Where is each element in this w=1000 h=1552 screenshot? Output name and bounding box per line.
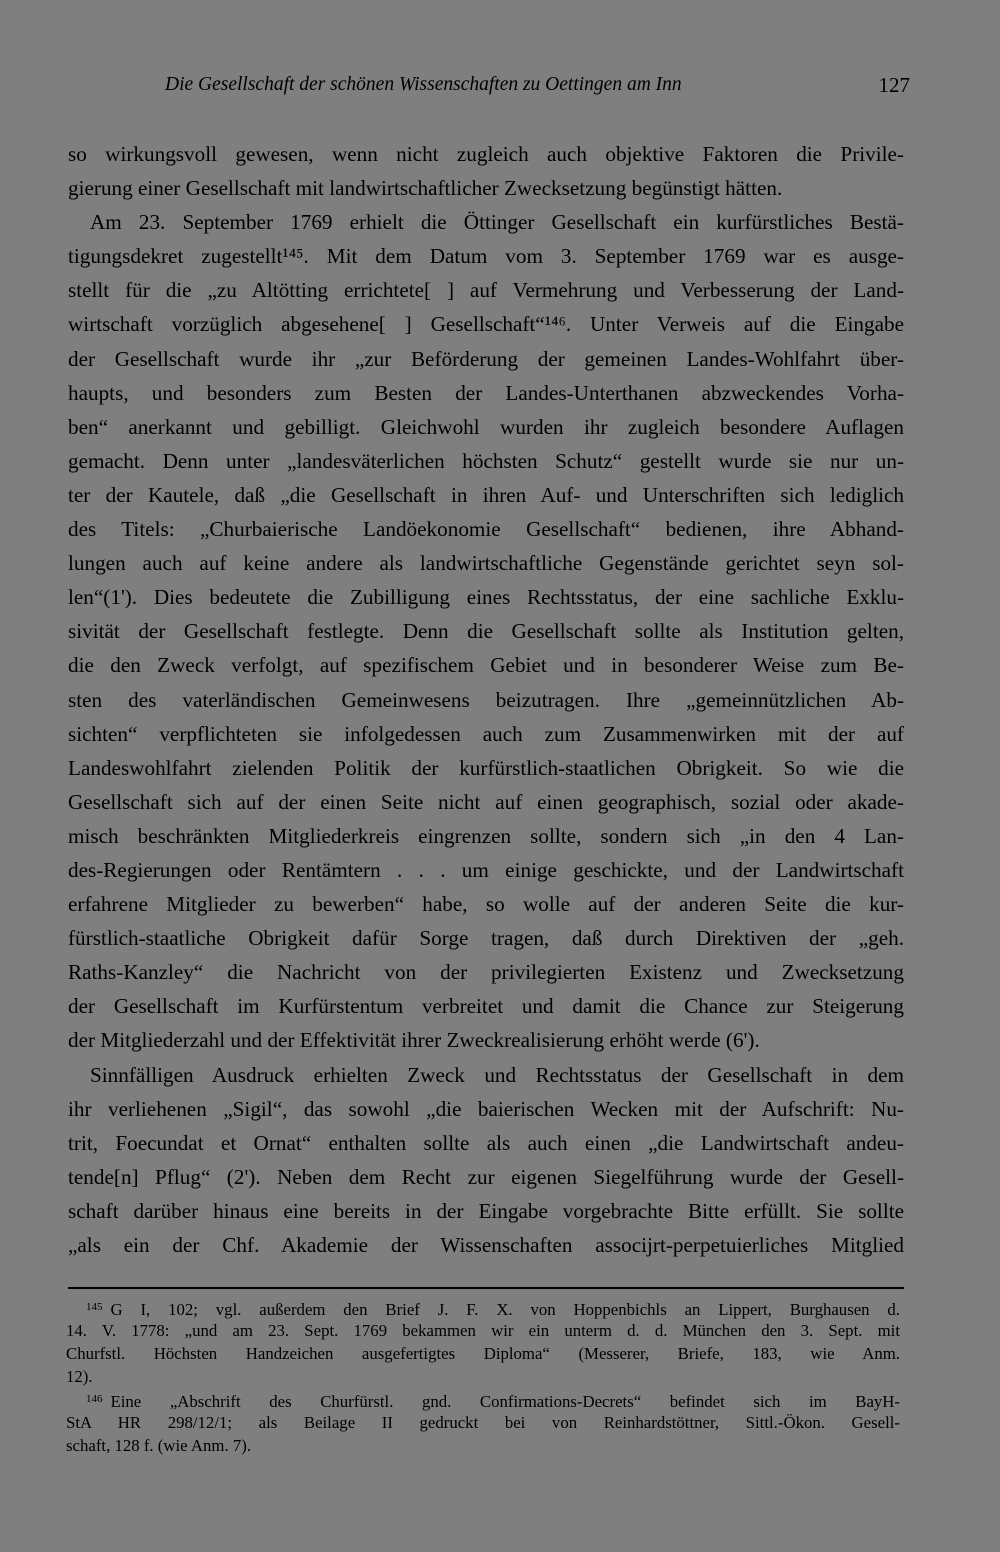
text-line: gemacht. Denn unter „landesväterlichen höchsten Schutz“ gestellt wurde sie nur un-	[68, 448, 904, 473]
text-line: tigungsdekret zugestellt¹⁴⁵. Mit dem Datum vom 3. September 1769 war es ausge-	[68, 244, 904, 269]
text-line: der Mitgliederzahl und der Effektivität ihrer Zweckrealisierung erhöht werde (6').	[68, 1028, 760, 1053]
footnotes	[66, 1296, 900, 1457]
text-line: der Gesellschaft wurde ihr „zur Beförderung der gemeinen Landes-Wohlfahrt über-	[68, 346, 904, 371]
footnote-text: Eine „Abschrift des Churfürstl. gnd. Confirmations-Decrets“ befindet sich im BayH-	[110, 1392, 900, 1411]
text-line: misch beschränkten Mitgliederkreis eingrenzen sollte, sondern sich „in den 4 Lan-	[68, 823, 904, 848]
text-line: fürstlich-staatliche Obrigkeit dafür Sorge tragen, daß durch Direktiven der „geh.	[68, 926, 904, 951]
footnote-mark: 146	[86, 1393, 103, 1405]
text-line: erfahrene Mitglieder zu bewerben“ habe, so wolle auf der anderen Seite die kur-	[68, 892, 904, 917]
text-line: Raths-Kanzley“ die Nachricht von der privilegierten Existenz und Zwecksetzung	[68, 960, 904, 985]
text-line: des-Regierungen oder Rentämtern . . . um einige geschickte, und der Landwirtschaft	[68, 857, 904, 882]
text-line: gierung einer Gesellschaft mit landwirtschaftlicher Zwecksetzung begünstigt hätten.	[68, 176, 783, 201]
footnote-line: schaft, 128 f. (wie Anm. 7).	[66, 1436, 252, 1455]
text-line: tende[n] Pflug“ (2'). Neben dem Recht zur eigenen Siegelführung wurde der Gesell-	[68, 1164, 904, 1189]
text-line: Landeswohlfahrt zielenden Politik der kurfürstlich-staatlichen Obrigkeit. So wie die	[68, 755, 904, 780]
text-line: Sinnfälligen Ausdruck erhielten Zweck und Rechtsstatus der Gesellschaft in dem	[90, 1062, 904, 1087]
text-line: schaft darüber hinaus eine bereits in der Eingabe vorgebrachte Bitte erfüllt. Sie sollte	[68, 1198, 904, 1223]
text-line: wirtschaft vorzüglich abgesehene[ ] Gesellschaft“¹⁴⁶. Unter Verweis auf die Eingabe	[68, 312, 904, 337]
footnote-line	[66, 1296, 900, 1319]
body-text	[68, 137, 904, 1262]
text-line: stellt für die „zu Altötting errichtete[ ] auf Vermehrung und Verbesserung der Land-	[68, 278, 904, 303]
footnote-mark: 145	[86, 1301, 103, 1313]
footnote-line: Churfstl. Höchsten Handzeichen ausgefertigtes Diploma“ (Messerer, Briefe, 183, wie Anm.	[66, 1344, 900, 1363]
text-line: lungen auch auf keine andere als landwirtschaftliche Gegenstände gerichtet seyn sol-	[68, 551, 904, 576]
text-line: „als ein der Chf. Akademie der Wissenschaften associjrt-perpetuierliches Mitglied	[68, 1233, 904, 1257]
text-line: Gesellschaft sich auf der einen Seite nicht auf einen geographisch, sozial oder akade-	[68, 789, 904, 814]
footnote-line: 14. V. 1778: „und am 23. Sept. 1769 bekammen wir ein unterm d. d. München den 3. Sept. mit	[66, 1321, 900, 1340]
footnote-line	[66, 1388, 900, 1411]
text-line: sivität der Gesellschaft festlegte. Denn die Gesellschaft sollte als Institution gelten,	[68, 619, 904, 644]
text-line: sten des vaterländischen Gemeinwesens beizutragen. Ihre „gemeinnützlichen Ab-	[68, 687, 904, 712]
text-line: len“(1'). Dies bedeutete die Zubilligung eines Rechtsstatus, der eine sachliche Exklu-	[68, 585, 904, 610]
footnote-line: StA HR 298/12/1; als Beilage II gedruckt bei von Reinhardstöttner, Sittl.-Ökon. Gesell-	[66, 1413, 900, 1432]
text-line: trit, Foecundat et Ornat“ enthalten sollte als auch einen „die Landwirtschaft andeu-	[68, 1130, 904, 1155]
text-line: haupts, und besonders zum Besten der Landes-Unterthanen abzweckendes Vorha-	[68, 380, 904, 405]
text-line: ihr verliehenen „Sigil“, das sowohl „die baierischen Wecken mit der Aufschrift: Nu-	[68, 1096, 904, 1121]
running-header	[165, 68, 910, 102]
text-line: so wirkungsvoll gewesen, wenn nicht zugleich auch objektive Faktoren die Privile-	[68, 142, 904, 166]
text-line: des Titels: „Churbaierische Landöekonomie Gesellschaft“ bedienen, ihre Abhand-	[68, 517, 904, 542]
text-line: ben“ anerkannt und gebilligt. Gleichwohl wurden ihr zugleich besondere Auflagen	[68, 414, 904, 439]
text-line: ter der Kautele, daß „die Gesellschaft in ihren Auf- und Unterschriften sich lediglich	[68, 482, 904, 507]
footnote-145	[66, 1296, 900, 1388]
footnote-text: G I, 102; vgl. außerdem den Brief J. F. X. von Hoppenbichls an Lippert, Burghausen d.	[110, 1300, 900, 1319]
footnote-divider	[68, 1287, 904, 1289]
footnote-146	[66, 1388, 900, 1457]
text-line: die den Zweck verfolgt, auf spezifischem Gebiet und in besonderer Weise zum Be-	[68, 653, 904, 678]
running-title: Die Gesellschaft der schönen Wissenschaften zu Oettingen am Inn	[165, 74, 682, 95]
text-line: der Gesellschaft im Kurfürstentum verbreitet und damit die Chance zur Steigerung	[68, 994, 904, 1019]
text-line: sichten“ verpflichteten sie infolgedessen auch zum Zusammenwirken mit der auf	[68, 721, 904, 746]
text-line: Am 23. September 1769 erhielt die Öttinger Gesellschaft ein kurfürstliches Bestä-	[90, 210, 904, 235]
footnote-line: 12).	[66, 1367, 93, 1386]
page-number: 127	[878, 73, 910, 97]
